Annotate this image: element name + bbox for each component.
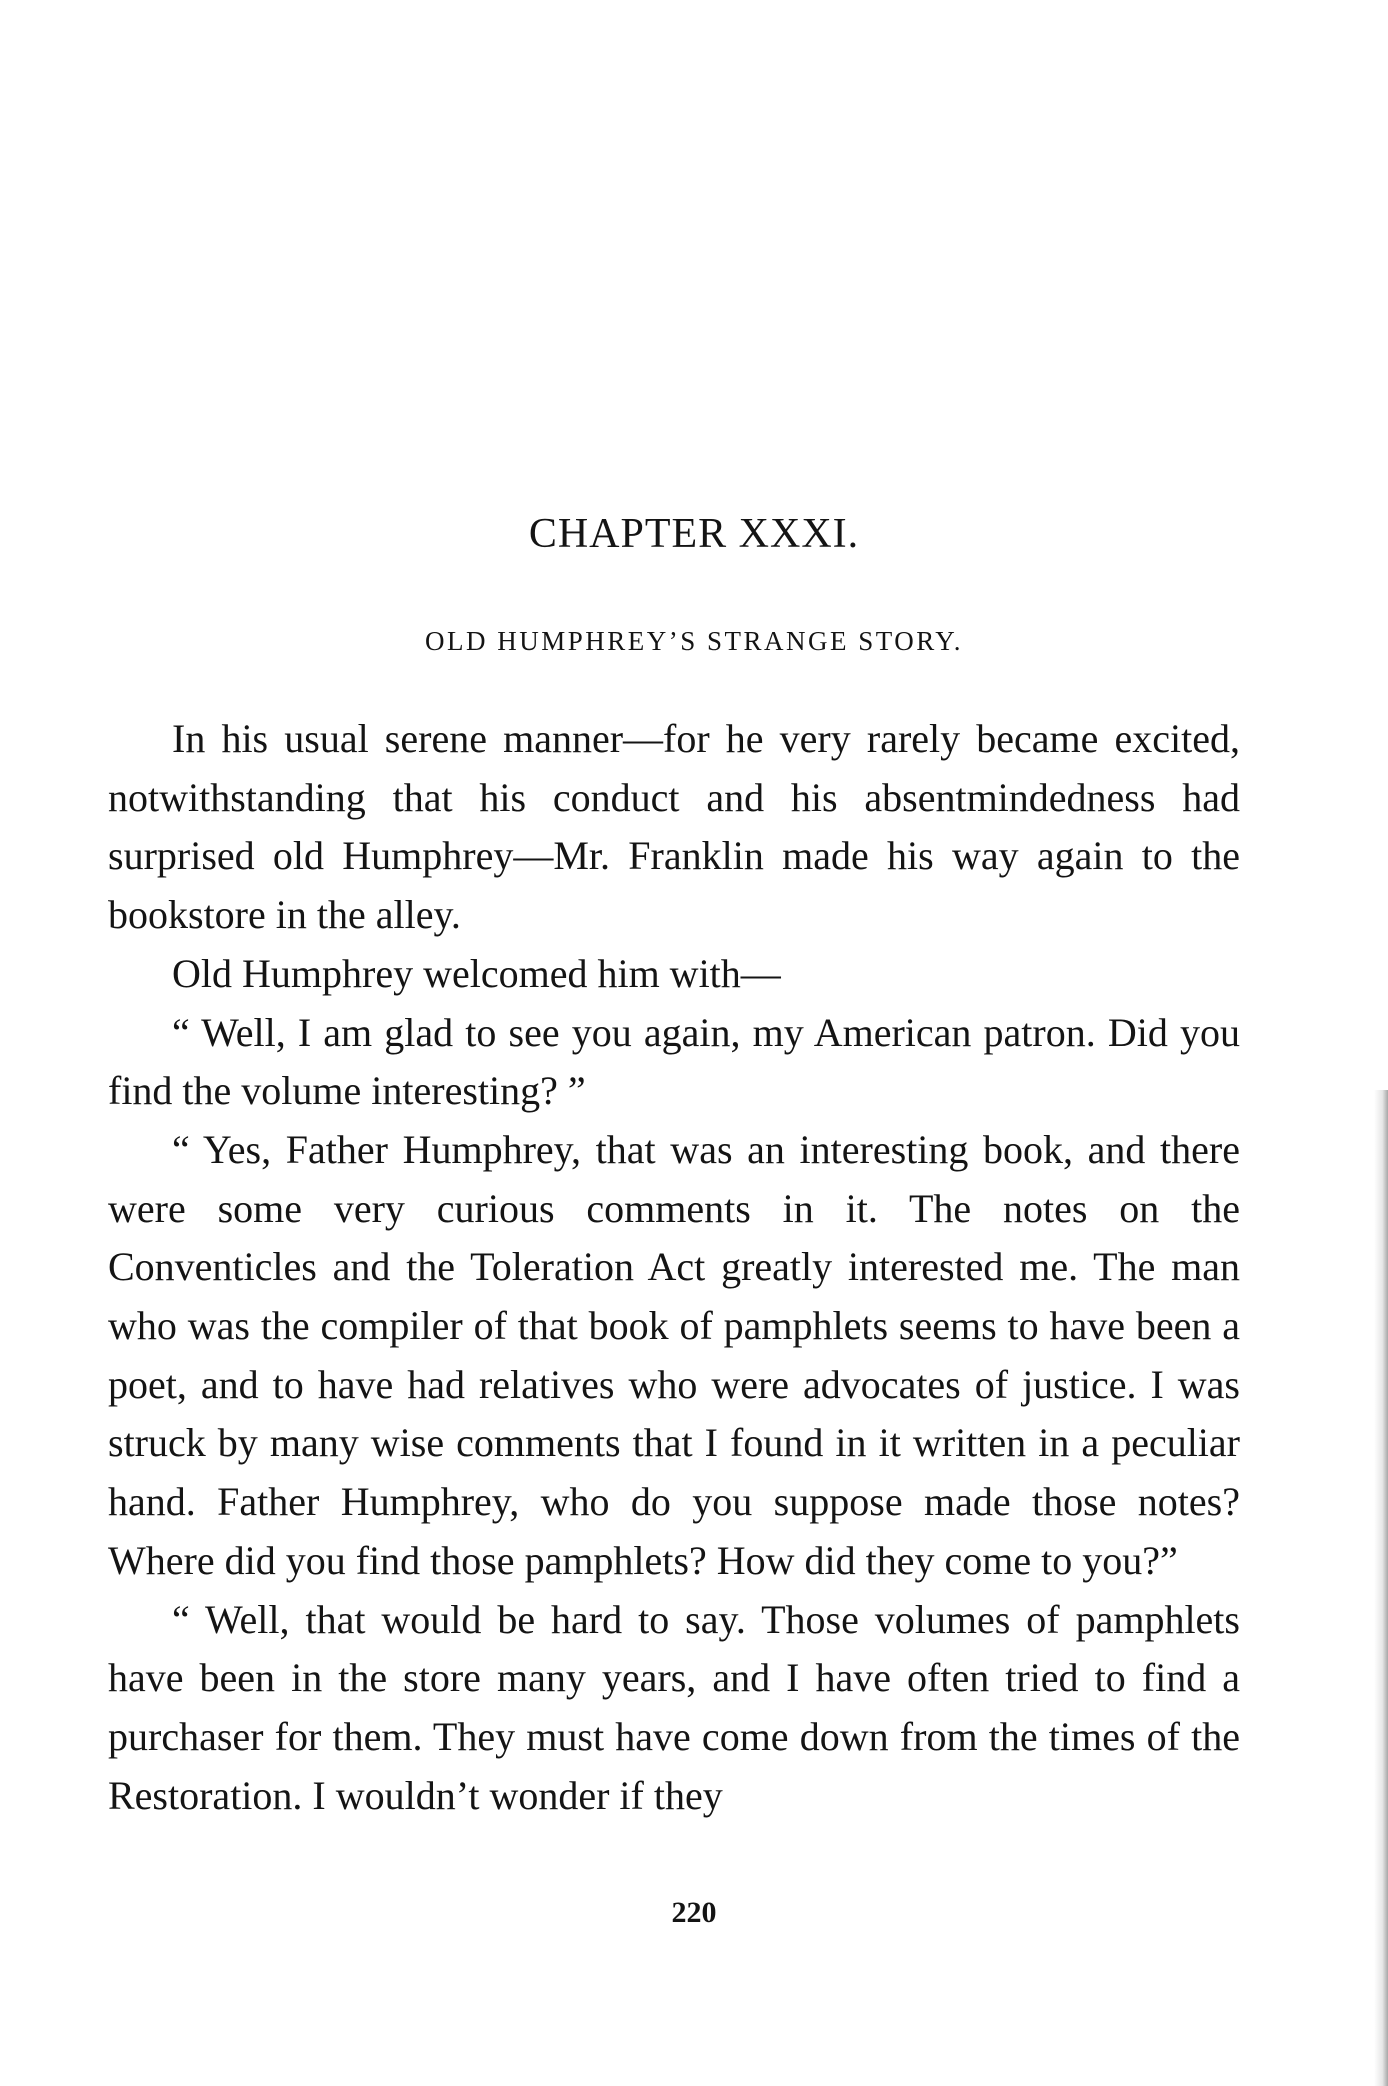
scan-edge-shadow [1374, 1090, 1388, 2086]
body-text [108, 710, 1240, 1825]
paragraph: “ Well, I am glad to see you again, my American patron. Did you find the volume interesting? ” [108, 1009, 1240, 1114]
paragraph: “ Well, that would be hard to say. Those volumes of pamphlets have been in the store many years, and I have often tried to find a purchaser for them. They must have come down from the times of the Restoration. I wouldn’t wonder if they [108, 1596, 1240, 1818]
paragraph: “ Yes, Father Humphrey, that was an interesting book, and there were some very curious comments in it. The notes on the Conventicles and the Toleration Act greatly interested me. The man who was the compiler of that book of pamphlets seems to have been a poet, and to have had relatives who were advocates of justice. I was struck by many wise comments that I found in it written in a peculiar hand. Father Humphrey, who do you suppose made those notes? Where did you find those pamphlets? How did they come to you?” [108, 1126, 1240, 1583]
chapter-subtitle: OLD HUMPHREY’S STRANGE STORY. [424, 626, 964, 656]
chapter-heading: CHAPTER XXXI. [528, 511, 860, 557]
paragraph: Old Humphrey welcomed him with— [172, 950, 781, 996]
page-number: 220 [671, 1896, 717, 1929]
paragraph: In his usual serene manner—for he very rarely became excited, notwithstanding that his conduct and his absentmindedness had surprised old Humphrey—Mr. Franklin made his way again to the bookstore in the alley. [108, 716, 1240, 938]
